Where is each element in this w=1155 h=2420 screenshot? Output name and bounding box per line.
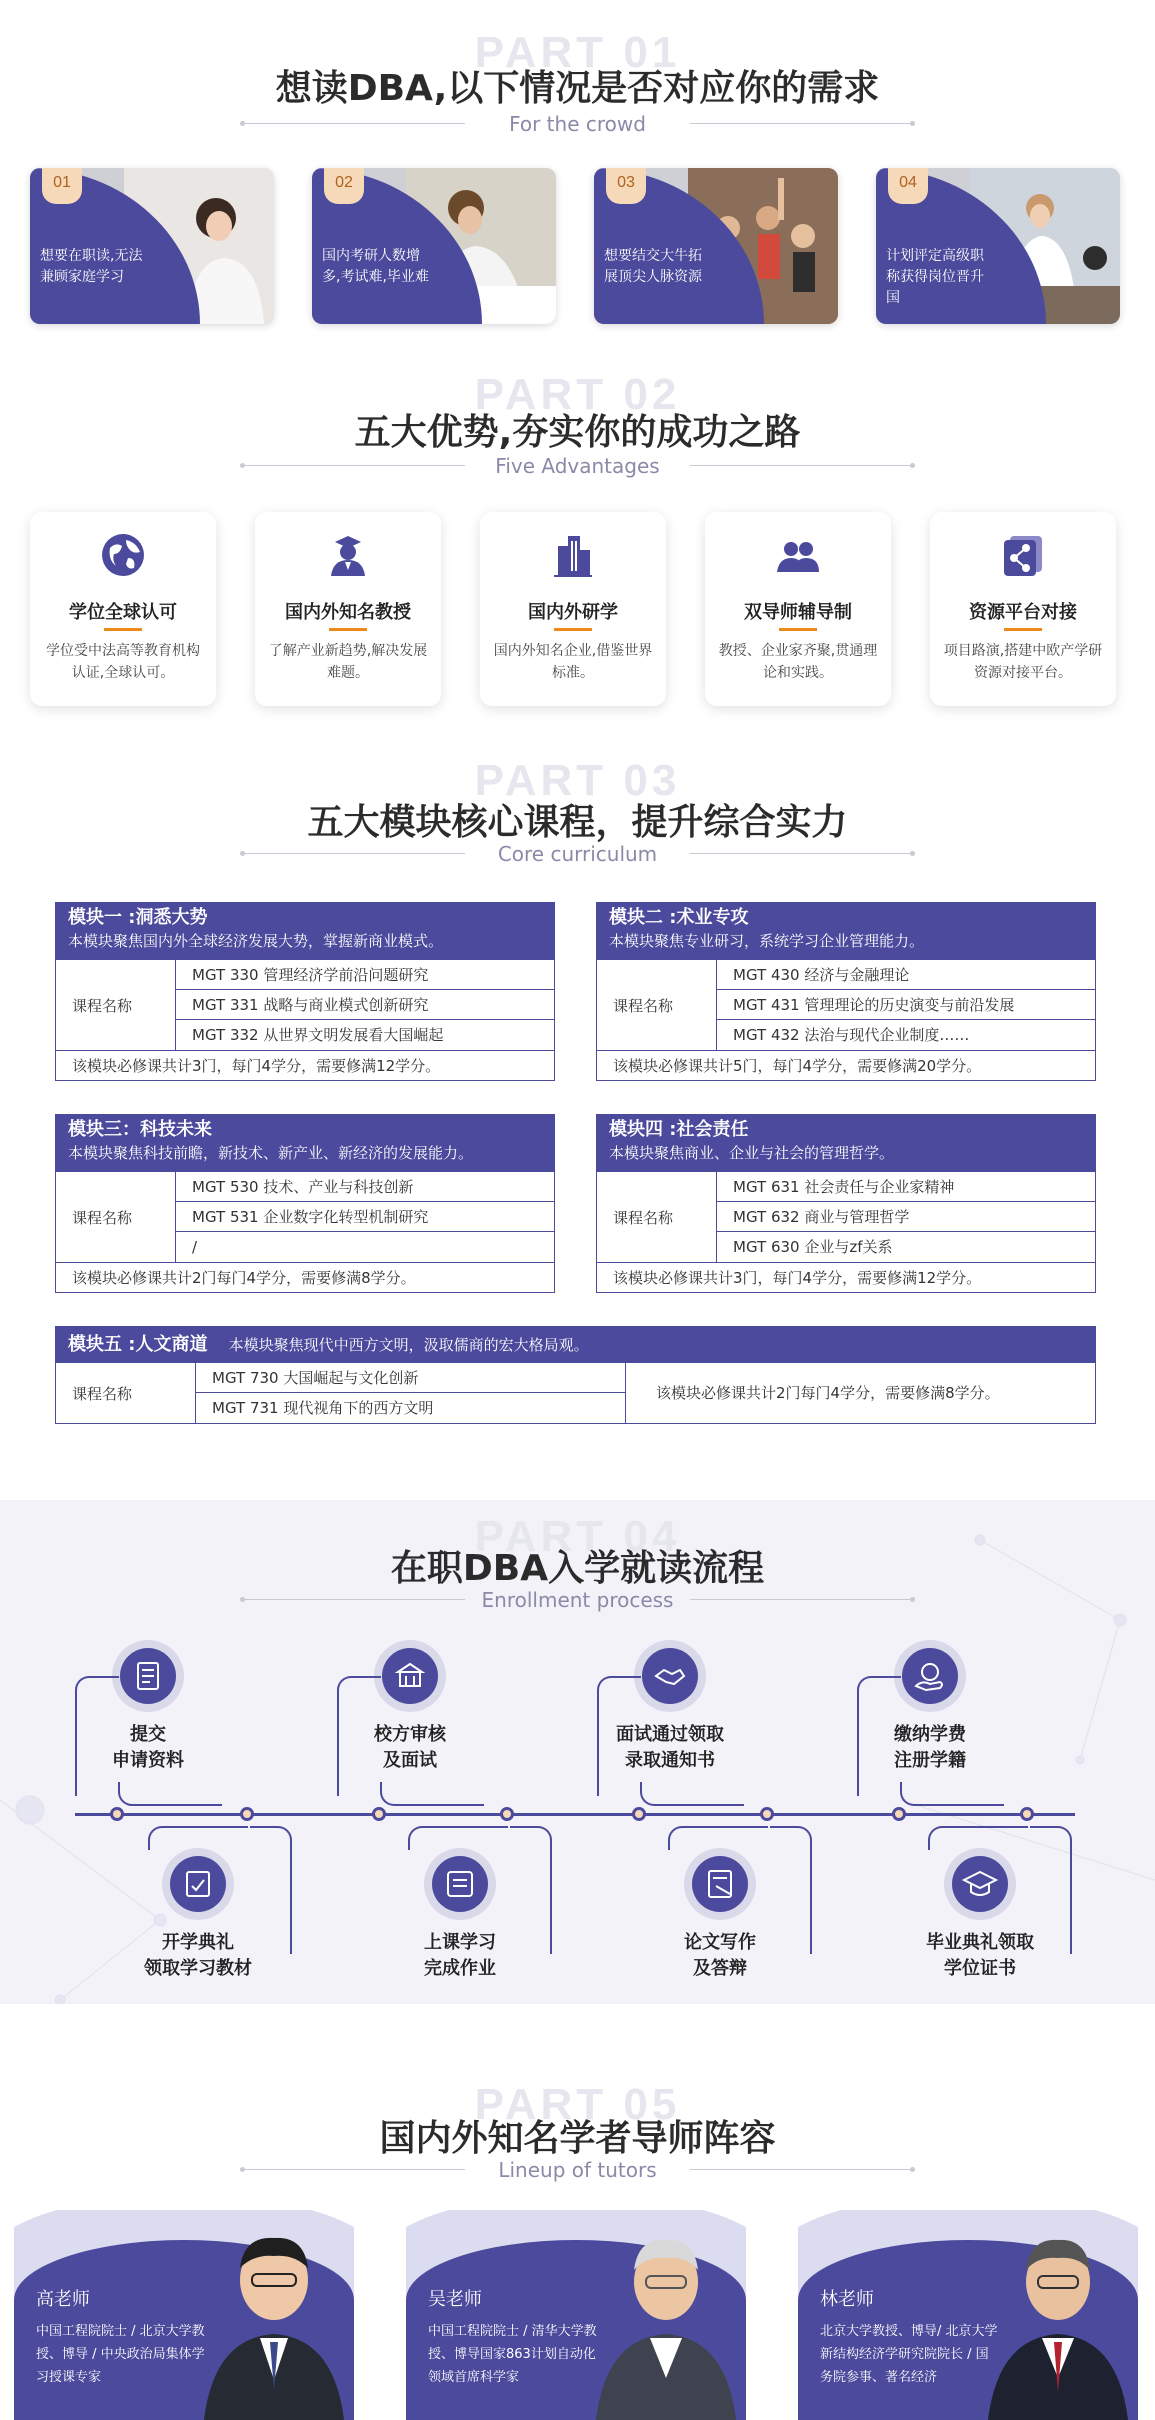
part2-ghost: PART 02: [474, 370, 681, 419]
tutor-desc: 北京大学教授、博导/ 北京大学新结构经济学研究院院长 / 国务院参事、著名经济: [820, 2324, 998, 2385]
advantage-desc: 国内外知名企业,借鉴世界标准。: [493, 643, 653, 681]
step-line: 开学典礼: [162, 1932, 234, 1953]
step-line: 注册学籍: [894, 1750, 966, 1771]
process-connector: [668, 1826, 768, 1850]
card-number-tag: 04: [888, 168, 928, 204]
advantage-desc: 学位受中法高等教育机构认证,全球认可。: [46, 643, 200, 681]
module-5-table: [55, 1326, 1096, 1424]
process-connector: [408, 1826, 508, 1850]
module-footer: 该模块必修课共计2门每门4学分，需要修满8学分。: [56, 1262, 554, 1292]
advantage-desc: 项目路演,搭建中欧产学研资源对接平台。: [943, 643, 1103, 681]
timeline-node: [1020, 1807, 1034, 1821]
part4-subtitle-row: [240, 1588, 915, 1610]
accent-bar: [329, 628, 367, 631]
module-name: 模块四 :社会责任: [609, 1119, 749, 1140]
course-label: 课程名称: [56, 1363, 196, 1423]
crowd-card-2: [312, 168, 556, 324]
graduation-icon: [952, 1856, 1008, 1912]
globe-icon: [100, 532, 146, 578]
divider-line: [690, 123, 915, 124]
tutor-portrait: [586, 2210, 746, 2420]
timeline-node: [240, 1807, 254, 1821]
part3-ghost: PART 03: [474, 756, 681, 805]
tutor-portrait: [194, 2210, 354, 2420]
course-row: [597, 1171, 1095, 1262]
timeline-node: [760, 1807, 774, 1821]
module-desc: 本模块聚焦专业研习，系统学习企业管理能力。: [609, 932, 925, 950]
module-2-table: [596, 902, 1096, 1081]
module-desc: 本模块聚焦现代中西方文明，汲取儒商的宏大格局观。: [228, 1336, 589, 1354]
advantage-title: 国内外知名教授: [285, 602, 411, 623]
professor-icon: [325, 532, 371, 578]
divider-line: [690, 853, 915, 854]
module-4-table: [596, 1114, 1096, 1293]
course-row: [597, 959, 1095, 1050]
step-line: 提交: [130, 1724, 166, 1745]
course-item: MGT 331 战略与商业模式创新研究: [176, 990, 554, 1020]
process-step-5: [108, 1930, 288, 1982]
process-step-4: [840, 1722, 1020, 1774]
process-connector: [640, 1782, 744, 1806]
part3-subtitle: Core curriculum: [497, 842, 658, 866]
process-connector: [118, 1782, 222, 1806]
divider-dot: [910, 851, 915, 856]
module-header: [597, 903, 1095, 959]
module-footer: 该模块必修课共计5门，每门4学分，需要修满20学分。: [597, 1050, 1095, 1080]
course-label: 课程名称: [56, 960, 176, 1050]
course-list: [176, 1172, 554, 1262]
step-line: 完成作业: [424, 1958, 496, 1979]
part3-title: 五大模块核心课程，提升综合实力: [307, 802, 848, 843]
advantage-card-1: [30, 512, 216, 706]
part2-subtitle-row: [240, 454, 915, 476]
course-row: [56, 1171, 554, 1262]
course-item: /: [192, 1238, 198, 1256]
step-line: 及答辩: [693, 1958, 747, 1979]
part1-subtitle-row: [240, 112, 915, 134]
step-line: 上课学习: [424, 1932, 496, 1953]
course-item: MGT 330 管理经济学前沿问题研究: [176, 960, 554, 990]
process-step-3: [580, 1722, 760, 1774]
process-step-8: [890, 1930, 1070, 1982]
process-step-1: [58, 1722, 238, 1774]
step-line: 学位证书: [944, 1958, 1016, 1979]
accent-bar: [554, 628, 592, 631]
course-item: MGT 431 管理理论的历史演变与前沿发展: [717, 990, 1095, 1020]
module-name: 模块五 :人文商道: [68, 1334, 208, 1355]
process-connector: [900, 1782, 1004, 1806]
advantage-card-2: [255, 512, 441, 706]
card-number-tag: 02: [324, 168, 364, 204]
module-name: 模块三：科技未来: [68, 1119, 212, 1140]
crowd-card-4: [876, 168, 1120, 324]
process-step-7: [630, 1930, 810, 1982]
course-label: 课程名称: [597, 1172, 717, 1262]
advantage-title: 双导师辅导制: [744, 602, 852, 623]
step-line: 毕业典礼领取: [926, 1932, 1034, 1953]
divider-dot: [910, 2167, 915, 2172]
part2-subtitle: Five Advantages: [495, 454, 660, 478]
handshake-icon: [642, 1648, 698, 1704]
step-line: 面试通过领取: [616, 1724, 724, 1745]
course-label: 课程名称: [56, 1172, 176, 1262]
course-row: [56, 959, 554, 1050]
module-desc: 本模块聚焦科技前瞻，新技术、新产业、新经济的发展能力。: [68, 1144, 474, 1162]
tutor-name: 吴老师: [428, 2289, 482, 2310]
course-list: [196, 1363, 626, 1423]
card-number-tag: 03: [606, 168, 646, 204]
module-3-table: [55, 1114, 555, 1293]
part4-title: 在职DBA入学就读流程: [390, 1548, 765, 1589]
accent-bar: [104, 628, 142, 631]
process-step-2: [320, 1722, 500, 1774]
tutor-name: 高老师: [36, 2289, 90, 2310]
advantage-card-5: [930, 512, 1116, 706]
module-footer: 该模块必修课共计2门每门4学分，需要修满8学分。: [656, 1384, 1000, 1402]
thesis-icon: [692, 1856, 748, 1912]
part5-ghost: PART 05: [474, 2080, 681, 2129]
advantage-card-4: [705, 512, 891, 706]
tutor-desc: 中国工程院院士 / 清华大学教授、博导国家863计划自动化领域首席科学家: [428, 2324, 597, 2385]
advantage-card-3: [480, 512, 666, 706]
accent-bar: [779, 628, 817, 631]
tutor-portrait: [978, 2210, 1138, 2420]
course-row: [56, 1363, 1095, 1423]
part4-subtitle: Enrollment process: [481, 1588, 674, 1612]
process-timeline: [75, 1813, 1075, 1816]
course-item: MGT 630 企业与zf关系: [733, 1238, 893, 1256]
timeline-node: [632, 1807, 646, 1821]
process-connector: [928, 1826, 1028, 1850]
module-header: [56, 903, 554, 959]
share-icon: [1000, 532, 1046, 578]
tutor-desc: 中国工程院院士 / 北京大学教授、博导 / 中央政治局集体学习授课专家: [36, 2324, 205, 2385]
step-line: 论文写作: [684, 1932, 756, 1953]
part5-subtitle: Lineup of tutors: [498, 2158, 657, 2182]
course-item: MGT 432 法治与现代企业制度……: [733, 1026, 970, 1044]
course-item: MGT 332 从世界文明发展看大国崛起: [192, 1026, 444, 1044]
part1-subtitle: For the crowd: [509, 112, 646, 136]
timeline-node: [372, 1807, 386, 1821]
crowd-card-1: [30, 168, 274, 324]
ceremony-icon: [170, 1856, 226, 1912]
timeline-node: [500, 1807, 514, 1821]
part5-subtitle-row: [240, 2158, 915, 2180]
course-item: MGT 730 大国崛起与文化创新: [196, 1363, 625, 1393]
module-desc: 本模块聚焦国内外全球经济发展大势，掌握新商业模式。: [68, 932, 444, 950]
divider-dot: [910, 463, 915, 468]
course-label: 课程名称: [597, 960, 717, 1050]
course-item: MGT 632 商业与管理哲学: [717, 1202, 1095, 1232]
class-icon: [432, 1856, 488, 1912]
payment-icon: [902, 1648, 958, 1704]
timeline-node: [892, 1807, 906, 1821]
tutor-card-1: [14, 2210, 354, 2420]
module-1-table: [55, 902, 555, 1081]
module-desc: 本模块聚焦商业、企业与社会的管理哲学。: [609, 1144, 895, 1162]
course-item: MGT 631 社会责任与企业家精神: [717, 1172, 1095, 1202]
advantage-desc: 教授、企业家齐聚,贯通理论和实践。: [718, 643, 878, 681]
card-text: 想要在职读,无法兼顾家庭学习: [40, 248, 143, 285]
process-step-6: [370, 1930, 550, 1982]
divider-dot: [910, 1597, 915, 1602]
module-name: 模块一 :洞悉大势: [68, 907, 208, 928]
course-item: MGT 530 技术、产业与科技创新: [176, 1172, 554, 1202]
advantage-title: 资源平台对接: [969, 602, 1077, 623]
step-line: 缴纳学费: [894, 1724, 966, 1745]
tutor-name: 林老师: [820, 2289, 874, 2310]
course-list: [717, 960, 1095, 1050]
part1-title: 想读DBA,以下情况是否对应你的需求: [275, 68, 880, 109]
advantage-title: 国内外研学: [528, 602, 618, 623]
module-footer: 该模块必修课共计3门，每门4学分，需要修满12学分。: [597, 1262, 1095, 1292]
course-list: [176, 960, 554, 1050]
card-text: 国内考研人数增多,考试难,毕业难: [322, 248, 429, 285]
module-header: [597, 1115, 1095, 1171]
school-review-icon: [382, 1648, 438, 1704]
advantage-desc: 了解产业新趋势,解决发展难题。: [268, 643, 428, 681]
module-footer: 该模块必修课共计3门，每门4学分，需要修满12学分。: [56, 1050, 554, 1080]
part3-subtitle-row: [240, 842, 915, 864]
step-line: 录取通知书: [625, 1750, 715, 1771]
divider-line: [690, 2169, 915, 2170]
divider-line: [690, 465, 915, 466]
card-text: 计划评定高级职称获得岗位晋升国: [886, 248, 984, 306]
process-connector: [148, 1826, 248, 1850]
card-text: 想要结交大牛拓展顶尖人脉资源: [604, 248, 702, 285]
course-item: MGT 731 现代视角下的西方文明: [212, 1399, 434, 1417]
course-list: [717, 1172, 1095, 1262]
process-connector: [380, 1782, 484, 1806]
application-icon: [120, 1648, 176, 1704]
divider-dot: [910, 121, 915, 126]
module-header: [56, 1327, 1095, 1363]
mentors-icon: [775, 532, 821, 578]
module-header: [56, 1115, 554, 1171]
step-line: 申请资料: [112, 1750, 184, 1771]
timeline-node: [110, 1807, 124, 1821]
crowd-card-3: [594, 168, 838, 324]
module-name: 模块二 :术业专攻: [609, 907, 749, 928]
tutor-card-3: [798, 2210, 1138, 2420]
part1-ghost: PART 01: [474, 28, 681, 77]
step-line: 及面试: [383, 1750, 437, 1771]
part2-title: 五大优势,夯实你的成功之路: [354, 412, 801, 453]
part4-ghost: PART 04: [474, 1512, 681, 1561]
course-item: MGT 430 经济与金融理论: [717, 960, 1095, 990]
step-line: 领取学习教材: [144, 1958, 252, 1979]
advantage-title: 学位全球认可: [69, 602, 177, 623]
part5-title: 国内外知名学者导师阵容: [379, 2118, 776, 2159]
building-icon: [550, 532, 596, 578]
card-number-tag: 01: [42, 168, 82, 204]
divider-line: [690, 1599, 915, 1600]
accent-bar: [1004, 628, 1042, 631]
course-item: MGT 531 企业数字化转型机制研究: [176, 1202, 554, 1232]
step-line: 校方审核: [374, 1724, 446, 1745]
tutor-card-2: [406, 2210, 746, 2420]
